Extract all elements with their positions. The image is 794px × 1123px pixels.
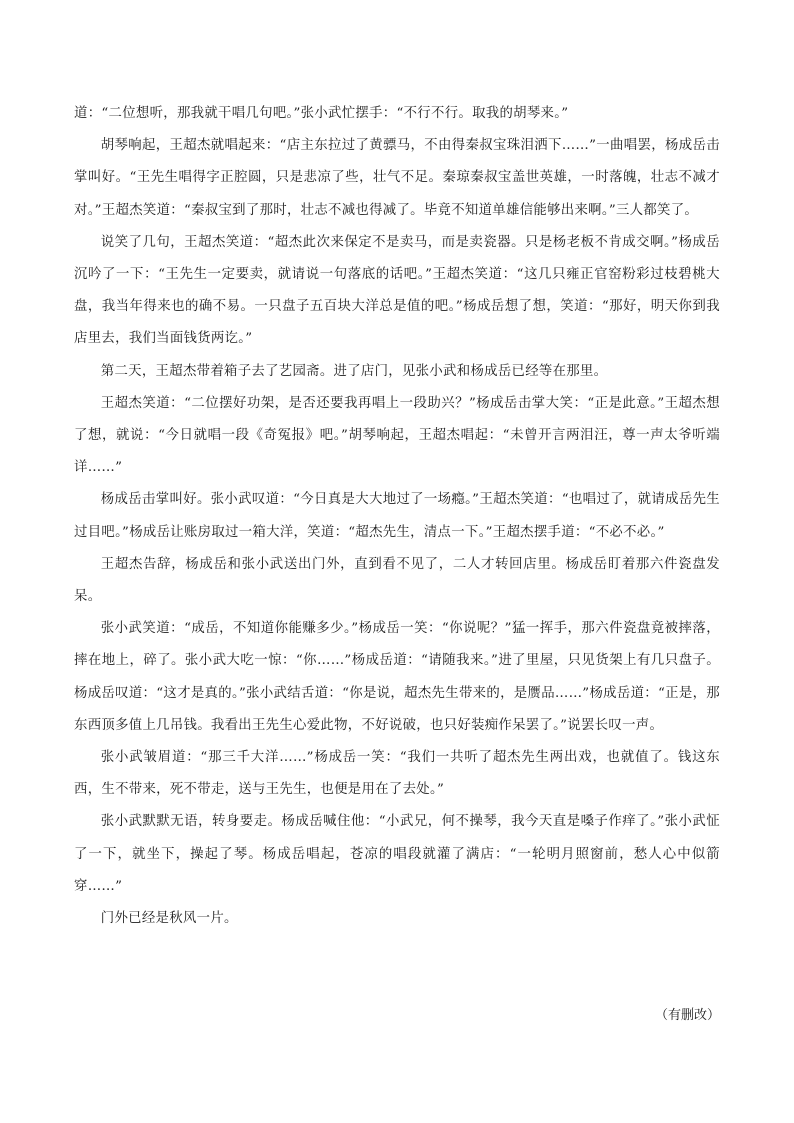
paragraph-3: 说笑了几句，王超杰笑道：“超杰此次来保定不是卖马，而是卖瓷器。只是杨老板不肯成交啊。”杨成岳沉吟了一下：“王先生一定要卖，就请说一句落底的话吧。”王超杰笑道：“这几只雍正官窑粉彩过枝碧桃大盘，我当年得来也的确不易。一只盘子五百块大洋总是值的吧。”杨成岳想了想，笑道：“那好，明天你到我店里去，我们当面钱货两讫。” [74,234,720,347]
paragraph-5: 王超杰笑道：“二位摆好功架，是否还要我再唱上一段助兴？”杨成岳击掌大笑：“正是此意。”王超杰想了想，就说：“今日就唱一段《奇冤报》吧。”胡琴响起，王超杰唱起：“未曾开言两泪汪，尊一声太爷听端详……” [74,395,720,476]
edit-note: （有删改） [654,1008,720,1023]
paragraph-8: 张小武笑道：“成岳，不知道你能赚多少。”杨成岳一笑：“你说呢？”猛一挥手，那六件瓷盘竟被摔落，摔在地上，碎了。张小武大吃一惊：“你……”杨成岳道：“请随我来。”进了里屋，只见货架上有几只盘子。杨成岳叹道：“这才是真的。”张小武结舌道：“你是说，超杰先生带来的，是赝品……”杨成岳道：“正是，那东西顶多值上几吊钱。我看出王先生心爱此物，不好说破，也只好装痴作呆罢了。”说罢长叹一声。 [74,621,720,733]
paragraph-7: 王超杰告辞，杨成岳和张小武送出门外，直到看不见了，二人才转回店里。杨成岳盯着那六件瓷盘发呆。 [74,556,720,605]
paragraph-10: 张小武默默无语，转身要走。杨成岳喊住他：“小武兄，何不操琴，我今天直是嗓子作痒了。”张小武怔了一下，就坐下，操起了琴。杨成岳唱起，苍凉的唱段就灌了满店：“一轮明月照窗前，愁人心中似箭穿……” [74,814,720,894]
paragraph-11: 门外已经是秋风一片。 [100,911,238,927]
paragraph-6: 杨成岳击掌叫好。张小武叹道：“今日真是大大地过了一场瘾。”王超杰笑道：“也唱过了，就请成岳先生过目吧。”杨成岳让账房取过一箱大洋，笑道：“超杰先生，清点一下。”王超杰摆手道：“不必不必。” [74,492,720,540]
article-body [74,98,720,935]
paragraph-1: 道：“二位想听，那我就干唱几句吧。”张小武忙摆手：“不行不行。取我的胡琴来。” [74,106,569,121]
paragraph-9: 张小武皱眉道：“那三千大洋……”杨成岳一笑：“我们一共听了超杰先生两出戏，也就值了。钱这东西，生不带来，死不带走，送与王先生，也便是用在了去处。” [74,750,720,798]
paragraph-2: 胡琴响起，王超杰就唱起来：“店主东拉过了黄骠马，不由得秦叔宝珠泪洒下……”一曲唱罢，杨成岳击掌叫好。“王先生唱得字正腔圆，只是悲凉了些，壮气不足。秦琼秦叔宝盖世英雄，一时落魄，壮志不减才对。”王超杰笑道：“秦叔宝到了那时，壮志不减也得减了。毕竟不知道单雄信能够出来啊。”三人都笑了。 [74,138,720,218]
paragraph-4: 第二天，王超杰带着箱子去了艺园斋。进了店门，见张小武和杨成岳已经等在那里。 [100,363,608,379]
